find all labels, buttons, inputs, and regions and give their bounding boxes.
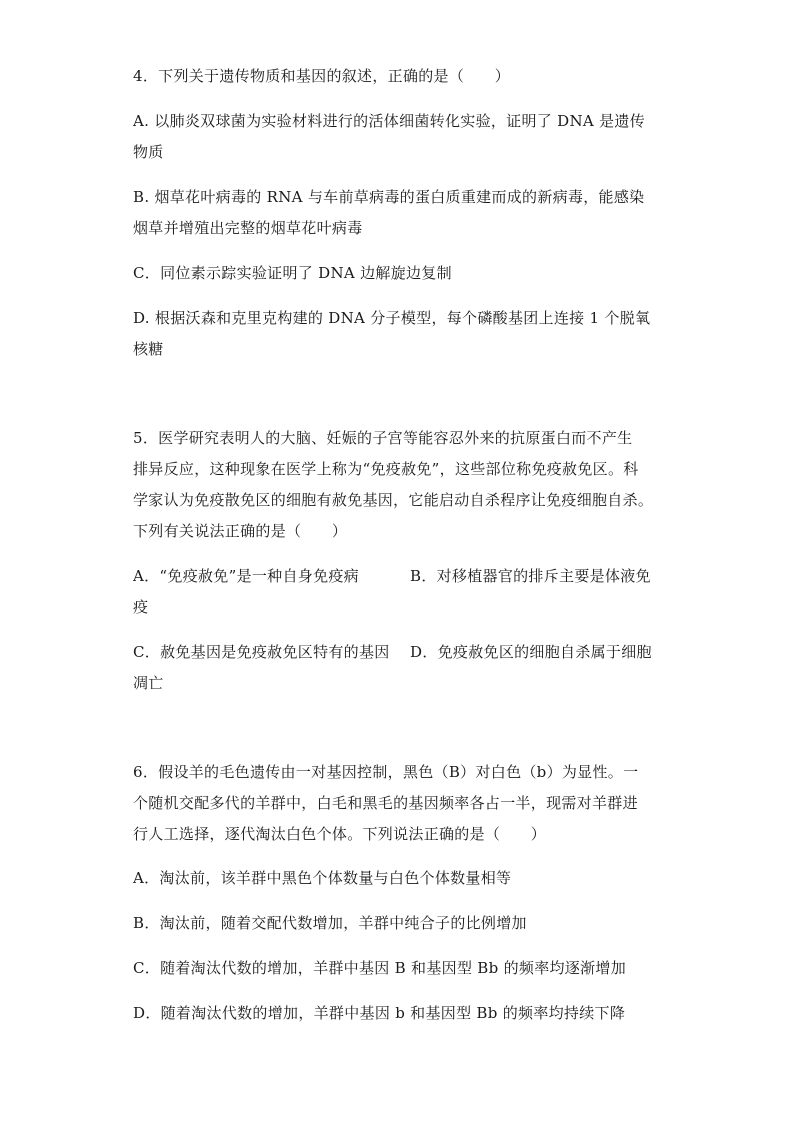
question-5-stem-line2: 排异反应，这种现象在医学上称为“免疫赦免”，这些部位称免疫赦免区。科 — [133, 460, 639, 478]
question-6-stem-line3: 行人工选择，逐代淘汰白色个体。下列说法正确的是（ ） — [133, 825, 547, 843]
question-6-option-a: A．淘汰前，该羊群中黑色个体数量与白色个体数量相等 — [133, 869, 512, 887]
question-5-stem-line4: 下列有关说法正确的是（ ） — [133, 522, 348, 540]
question-6-option-d: D．随着淘汰代数的增加，羊群中基因 b 和基因型 Bb 的频率均持续下降 — [133, 1004, 626, 1022]
question-4-stem: 4．下列关于遗传物质和基因的叙述，正确的是（ ） — [133, 67, 511, 85]
question-4-option-a-cont: 物质 — [133, 143, 164, 161]
question-5-stem-line3: 学家认为免疫散免区的细胞有赦免基因，它能启动自杀程序让免疫细胞自杀。 — [133, 491, 654, 509]
question-6-stem-line2: 个随机交配多代的羊群中，白毛和黑毛的基因频率各占一半，现需对羊群进 — [133, 794, 638, 812]
question-4-option-b-cont: 烟草并增殖出完整的烟草花叶病毒 — [133, 219, 363, 237]
question-6-stem-line1: 6．假设羊的毛色遗传由一对基因控制，黑色（B）对白色（b）为显性。一 — [133, 763, 639, 781]
question-6-option-b: B．淘汰前，随着交配代数增加，羊群中纯合子的比例增加 — [133, 914, 527, 932]
question-5-option-a: A．“免疫赦免”是一种自身免疫病 — [133, 567, 359, 585]
question-4-option-c: C．同位素示踪实验证明了 DNA 边解旋边复制 — [133, 264, 452, 282]
question-5-option-d-cont: 凋亡 — [133, 674, 164, 692]
question-5-stem-line1: 5．医学研究表明人的大脑、妊娠的子宫等能容忍外来的抗原蛋白而不产生 — [133, 429, 633, 447]
question-6-option-c: C．随着淘汰代数的增加，羊群中基因 B 和基因型 Bb 的频率均逐渐增加 — [133, 959, 626, 977]
question-5-option-b: B．对移植器官的排斥主要是体液免 — [410, 567, 651, 585]
question-4-option-d-cont: 核糖 — [133, 340, 164, 358]
question-4-option-d: D. 根据沃森和克里克构建的 DNA 分子模型，每个磷酸基团上连接 1 个脱氧 — [133, 309, 651, 327]
question-5-option-d: D．免疫赦免区的细胞自杀属于细胞 — [410, 643, 652, 661]
question-5-option-b-cont: 疫 — [133, 598, 149, 616]
question-4-option-a: A. 以肺炎双球菌为实验材料进行的活体细菌转化实验，证明了 DNA 是遗传 — [133, 112, 645, 130]
question-5-option-c: C．赦免基因是免疫赦免区特有的基因 — [133, 643, 390, 661]
question-4-option-b: B. 烟草花叶病毒的 RNA 与车前草病毒的蛋白质重建而成的新病毒，能感染 — [133, 188, 645, 206]
